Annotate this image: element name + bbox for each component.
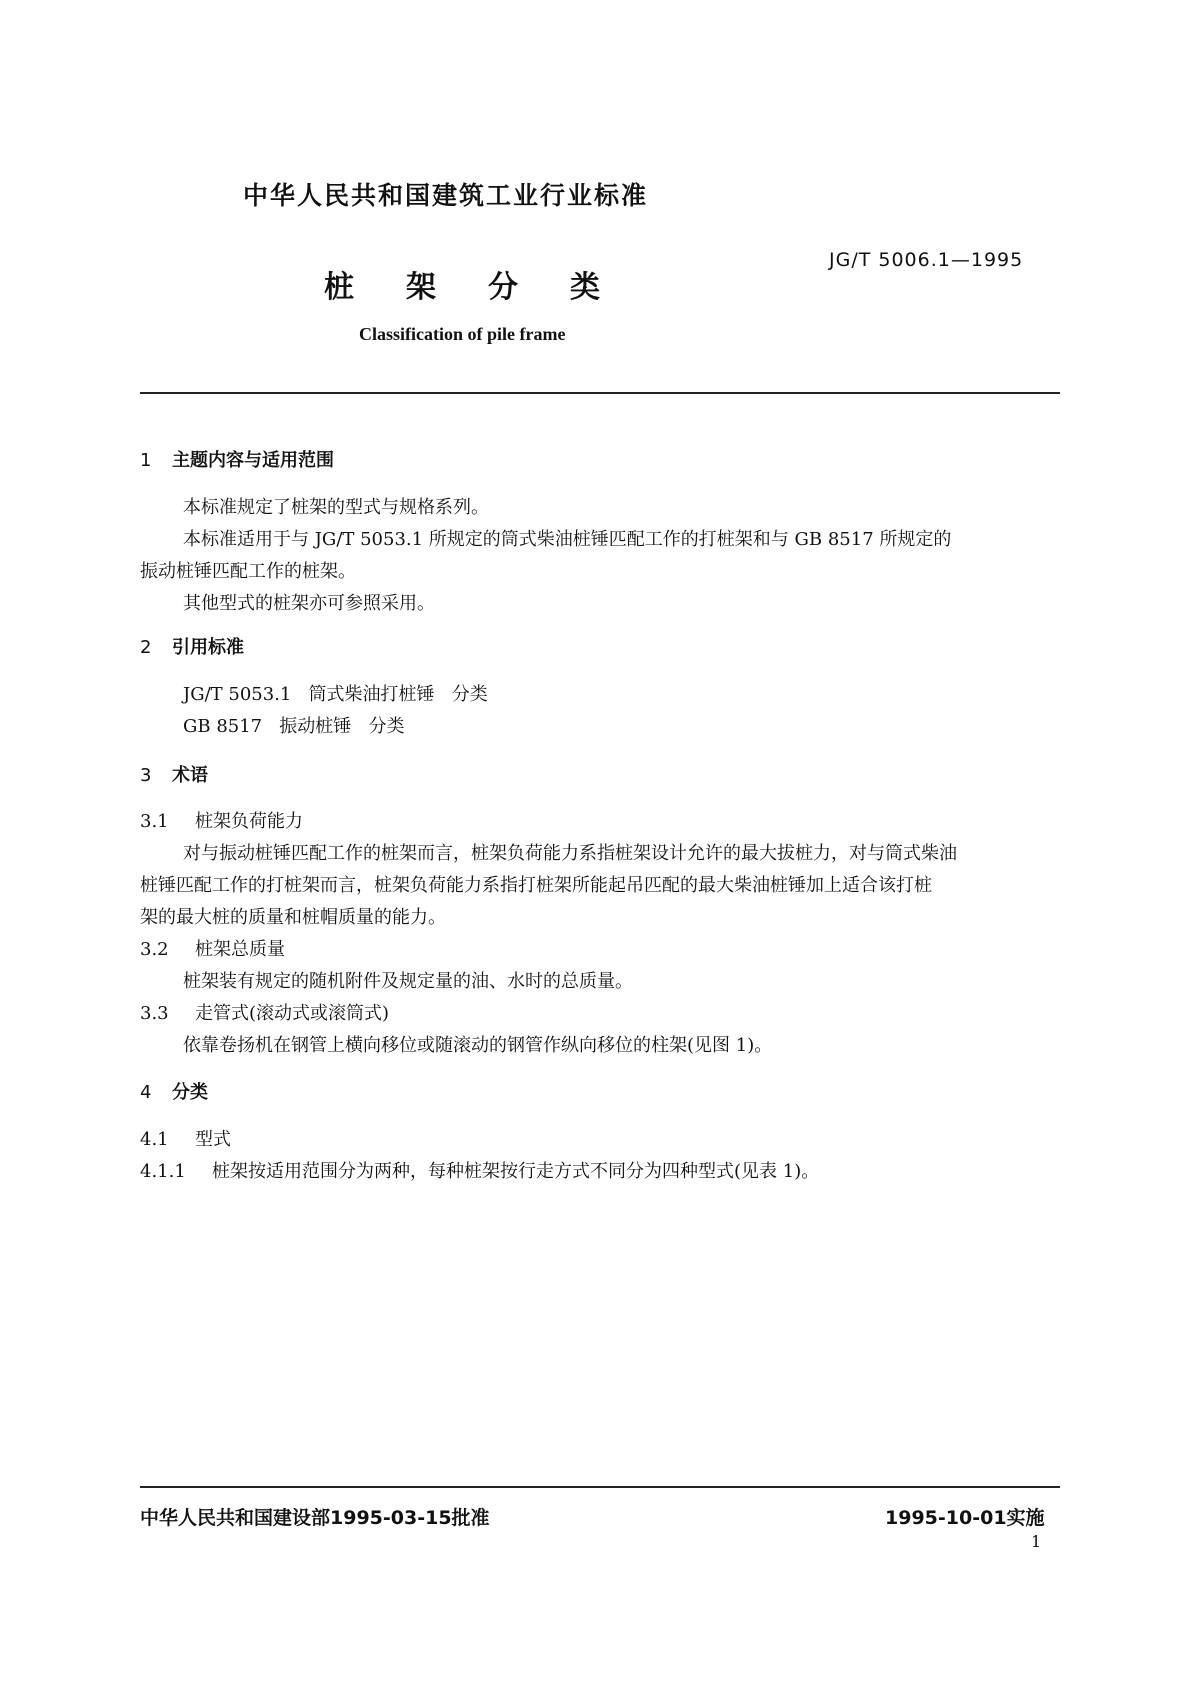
issuer-title: 中华人民共和国建筑工业行业标准	[243, 181, 649, 210]
section-1-para-2a: 本标准适用于与 JG/T 5053.1 所规定的筒式柴油桩锤匹配工作的打桩架和与 GB 8517 所规定的	[183, 529, 952, 550]
section-4-heading: 4 分类	[140, 1082, 208, 1103]
term-3-1: 3.1 桩架负荷能力	[140, 811, 303, 832]
clause-4-1: 4.1 型式	[140, 1129, 231, 1150]
title-char-3: 分	[488, 270, 518, 305]
section-3-heading: 3 术语	[140, 765, 208, 786]
section-1-para-3: 其他型式的桩架亦可参照采用。	[183, 593, 435, 614]
term-3-3: 3.3 走管式(滚动式或滚筒式)	[140, 1003, 390, 1024]
section-1-para-1: 本标准规定了桩架的型式与规格系列。	[183, 497, 489, 518]
title-char-1: 桩	[324, 270, 354, 305]
term-3-1-para-a: 对与振动桩锤匹配工作的桩架而言，桩架负荷能力系指桩架设计允许的最大拔桩力，对与筒式柴油	[183, 843, 957, 864]
term-3-1-para-c: 架的最大桩的质量和桩帽质量的能力。	[140, 907, 446, 928]
section-1-para-2b: 振动桩锤匹配工作的桩架。	[140, 561, 356, 582]
english-title: Classification of pile frame	[359, 324, 566, 344]
page-number: 1	[1031, 1532, 1042, 1551]
term-3-2: 3.2 桩架总质量	[140, 939, 285, 960]
top-divider	[140, 392, 1060, 394]
term-3-2-para: 桩架装有规定的随机附件及规定量的油、水时的总质量。	[183, 971, 633, 992]
title-char-2: 架	[406, 270, 436, 305]
approval-line: 中华人民共和国建设部1995-03-15批准	[140, 1507, 490, 1529]
standard-code: JG/T 5006.1—1995	[829, 249, 1024, 271]
clause-4-1-1: 4.1.1 桩架按适用范围分为两种，每种桩架按行走方式不同分为四种型式(见表 1)。	[140, 1161, 820, 1182]
term-3-3-para: 依靠卷扬机在钢管上横向移位或随滚动的钢管作纵向移位的柱架(见图 1)。	[183, 1035, 773, 1056]
document-title	[324, 262, 652, 306]
reference-1: JG/T 5053.1 筒式柴油打桩锤 分类	[183, 684, 488, 705]
term-3-1-para-b: 桩锤匹配工作的打桩架而言，桩架负荷能力系指打桩架所能起吊匹配的最大柴油桩锤加上适合该打桩	[140, 875, 932, 896]
effective-date: 1995-10-01实施	[885, 1507, 1045, 1529]
title-char-4: 类	[570, 270, 600, 305]
section-1-heading: 1 主题内容与适用范围	[140, 450, 334, 471]
bottom-divider	[140, 1486, 1060, 1488]
reference-2: GB 8517 振动桩锤 分类	[183, 716, 405, 737]
section-2-heading: 2 引用标准	[140, 637, 244, 658]
